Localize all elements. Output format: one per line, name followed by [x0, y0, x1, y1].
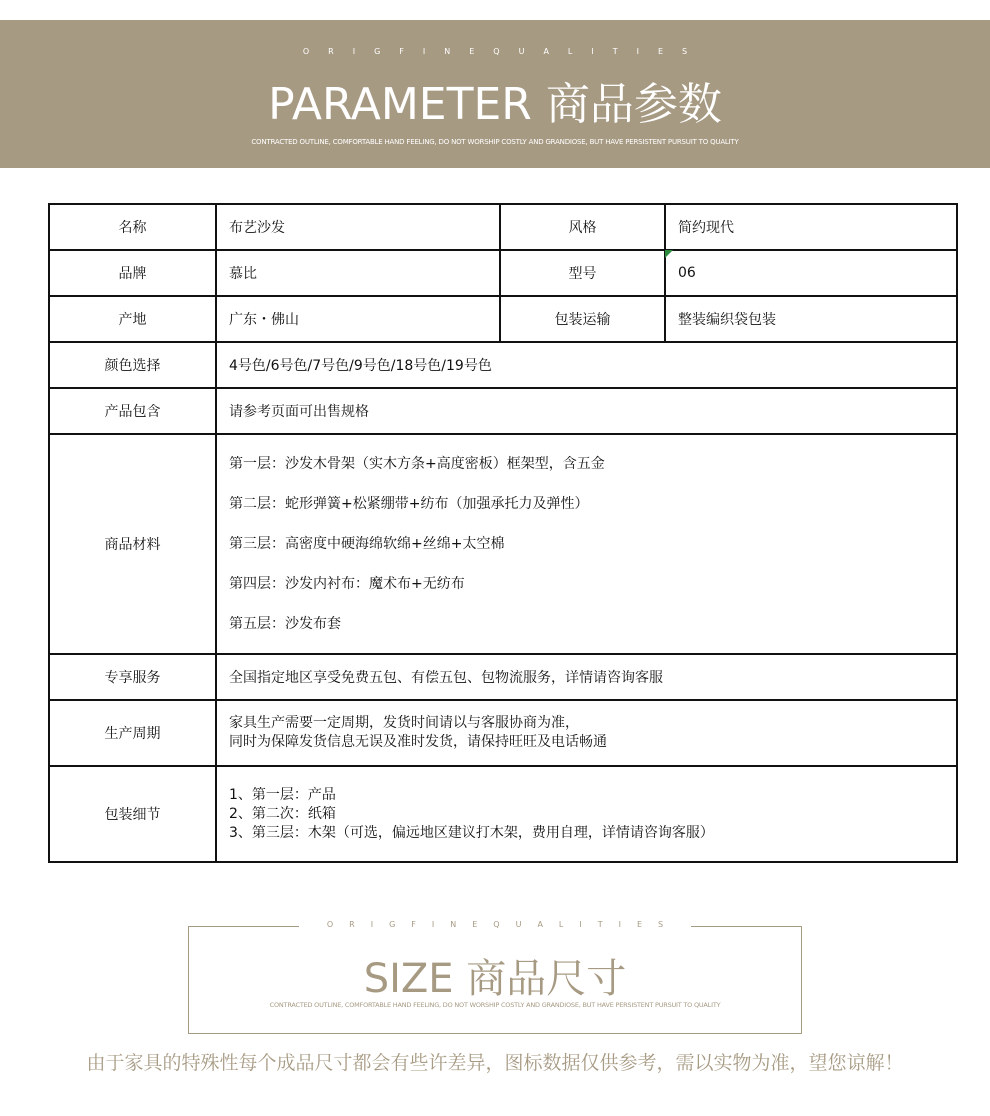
- material-line: 第五层：沙发布套: [229, 616, 341, 632]
- cycle-line: 同时为保障发货信息无误及准时发货，请保持旺旺及电话畅通: [229, 734, 607, 750]
- banner-spaced-letters: ORIGFINEQUALITIES: [302, 47, 707, 56]
- table-row: [49, 296, 957, 342]
- value-cell: 请参考页面可出售规格: [216, 388, 957, 434]
- label-cell: 包装运输: [500, 296, 665, 342]
- table-row: [49, 204, 957, 250]
- banner-title: PARAMETER 商品参数: [268, 79, 722, 130]
- value-cell: 简约现代: [665, 204, 957, 250]
- packing-line: 3、第三层：木架（可选，偏远地区建议打木架，费用自理，详情请咨询客服）: [229, 824, 714, 841]
- label-cell: 专享服务: [49, 654, 216, 700]
- size-title: SIZE 商品尺寸: [363, 956, 627, 1002]
- label-cell: 风格: [500, 204, 665, 250]
- size-header-box: [188, 920, 802, 1034]
- banner-subtitle: CONTRACTED OUTLINE, COMFORTABLE HAND FEELING, DO NOT WORSHIP COSTLY AND GRANDIOSE, BUT HAVE PERSISTENT PURSUIT TO QUALITY: [251, 138, 739, 146]
- label-cell: 型号: [500, 250, 665, 296]
- table-row: [49, 700, 957, 766]
- label-cell: 生产周期: [49, 700, 216, 766]
- label-cell: 颜色选择: [49, 342, 216, 388]
- label-cell: 名称: [49, 204, 216, 250]
- label-cell: 包装细节: [49, 766, 216, 862]
- table-row: [49, 342, 957, 388]
- value-cell: 布艺沙发: [216, 204, 500, 250]
- size-notice: 由于家具的特殊性每个成品尺寸都会有些许差异，图标数据仅供参考，需以实物为准，望您谅解！: [86, 1052, 904, 1074]
- label-cell: 产品包含: [49, 388, 216, 434]
- material-line: 第一层：沙发木骨架（实木方条+高度密板）框架型，含五金: [229, 456, 605, 472]
- material-line: 第三层：高密度中硬海绵软绵+丝绵+太空棉: [229, 536, 505, 552]
- label-cell: 产地: [49, 296, 216, 342]
- table-row: [49, 434, 957, 654]
- value-cell: 全国指定地区享受免费五包、有偿五包、包物流服务，详情请咨询客服: [216, 654, 957, 700]
- size-subtitle: CONTRACTED OUTLINE, COMFORTABLE HAND FEELING, DO NOT WORSHIP COSTLY AND GRANDIOSE, BUT HAVE PERSISTENT PURSUIT TO QUALITY: [269, 1001, 721, 1009]
- material-line: 第四层：沙发内衬布：魔术布+无纺布: [229, 576, 465, 592]
- table-row: [49, 766, 957, 862]
- cycle-cell: [216, 700, 957, 766]
- value-cell: 4号色/6号色/7号色/9号色/18号色/19号色: [216, 342, 957, 388]
- table-row: [49, 654, 957, 700]
- value-cell: 整装编织袋包装: [665, 296, 957, 342]
- table-row: [49, 250, 957, 296]
- value-cell: 06: [665, 250, 957, 296]
- parameter-banner: [0, 20, 990, 168]
- label-cell: 商品材料: [49, 434, 216, 654]
- label-cell: 品牌: [49, 250, 216, 296]
- material-line: 第二层：蛇形弹簧+松紧绷带+纺布（加强承托力及弹性）: [229, 496, 589, 512]
- packing-cell: [216, 766, 957, 862]
- value-cell: 广东・佛山: [216, 296, 500, 342]
- size-spaced-letters: ORIGFINEQUALITIES: [299, 920, 691, 929]
- parameter-table: [48, 203, 958, 863]
- cycle-line: 家具生产需要一定周期，发货时间请以与客服协商为准，: [229, 715, 579, 731]
- value-cell: 慕比: [216, 250, 500, 296]
- packing-line: 2、第二次：纸箱: [229, 805, 336, 822]
- material-cell: [216, 434, 957, 654]
- packing-line: 1、第一层：产品: [229, 786, 336, 803]
- table-row: [49, 388, 957, 434]
